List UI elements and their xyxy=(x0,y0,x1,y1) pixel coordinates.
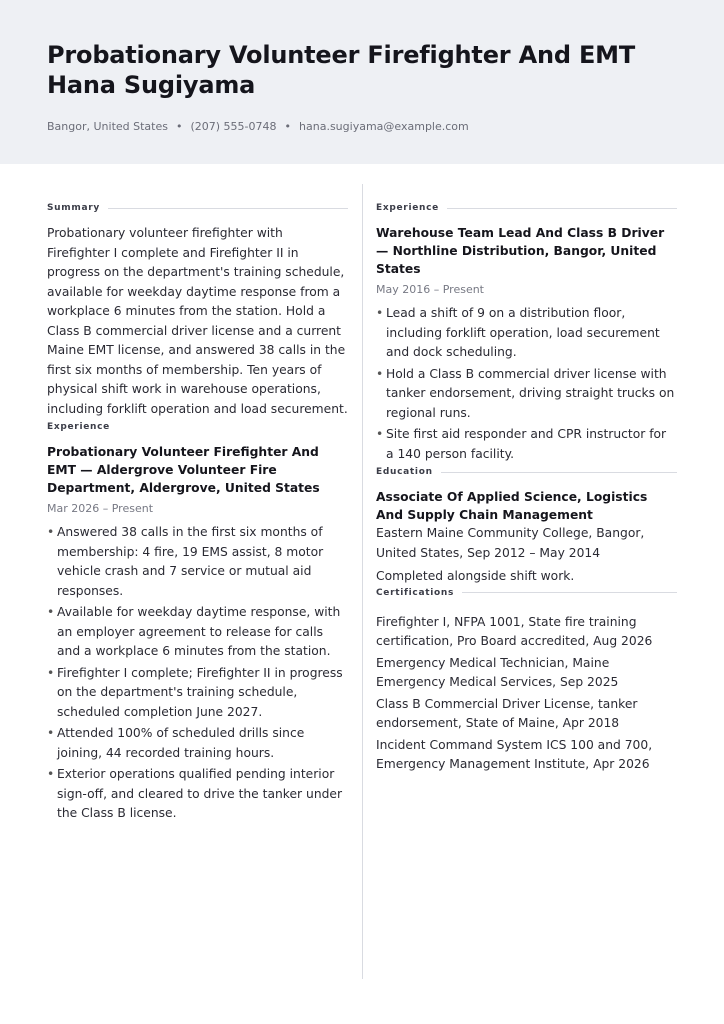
list-item: • Hold a Class B commercial driver license with tanker endorsement, driving straight trucks on regional runs. xyxy=(376,365,677,424)
contact-line xyxy=(47,120,677,133)
list-item: Firefighter I, NFPA 1001, State fire training certification, Pro Board accredited, Aug 2026 xyxy=(376,614,653,648)
list-item: • Exterior operations qualified pending interior sign-off, and cleared to drive the tanker under the Class B license. xyxy=(47,765,348,824)
job-bullets xyxy=(376,304,677,464)
school-line: Eastern Maine Community College, Bangor, United States, Sep 2012 – May 2014 xyxy=(376,526,645,560)
column-divider xyxy=(362,184,363,979)
list-item: • Firefighter I complete; Firefighter II in progress on the department's training schedule, scheduled completion June 2027. xyxy=(47,664,348,723)
list-item: • Site first aid responder and CPR instructor for a 140 person facility. xyxy=(376,425,677,464)
right-column xyxy=(376,202,677,777)
section-rule xyxy=(462,592,677,593)
contact-email: hana.sugiyama@example.com xyxy=(299,120,469,133)
experience-section-heading xyxy=(47,421,348,433)
contact-separator: • xyxy=(284,120,292,133)
contact-phone: (207) 555-0748 xyxy=(190,120,277,133)
experience-section-heading xyxy=(376,202,677,214)
list-item: • Answered 38 calls in the first six months of membership: 4 fire, 19 EMS assist, 8 motor vehicle crash and 7 service or mutual aid responses. xyxy=(47,523,348,601)
section-rule xyxy=(108,208,348,209)
summary-section-heading xyxy=(47,202,348,214)
experience-heading-label: Experience xyxy=(376,203,439,213)
education-heading-label: Education xyxy=(376,467,433,477)
list-item: • Attended 100% of scheduled drills since joining, 44 recorded training hours. xyxy=(47,724,348,763)
summary-text: Probationary volunteer firefighter with Firefighter I complete and Firefighter II in progress on the department's training schedule, available for weekday daytime response from a workplace 6 minutes from the station. Hold a Class B commercial driver license and a current Maine EMT license, and answered 38 calls in the first six months of membership. Ten years of physical shift work in warehouse operations, including forklift operation and load securement. xyxy=(47,226,348,416)
certifications-list xyxy=(376,613,677,775)
contact-location: Bangor, United States xyxy=(47,120,168,133)
list-item: Class B Commercial Driver License, tanker endorsement, State of Maine, Apr 2018 xyxy=(376,696,638,730)
job-title: Probationary Volunteer Firefighter And EMT — Aldergrove Volunteer Fire Department, Aldergrove, United States xyxy=(47,445,320,495)
list-item: Emergency Medical Technician, Maine Emergency Medical Services, Sep 2025 xyxy=(376,655,619,689)
resume-title xyxy=(47,40,677,100)
experience-heading-label: Experience xyxy=(47,422,110,432)
summary-heading-label: Summary xyxy=(47,203,100,213)
left-column xyxy=(47,202,348,826)
job-title: Warehouse Team Lead And Class B Driver — Northline Distribution, Bangor, United States xyxy=(376,226,665,276)
list-item: Incident Command System ICS 100 and 700, Emergency Management Institute, Apr 2026 xyxy=(376,737,653,771)
certifications-section-heading xyxy=(376,587,677,599)
section-rule xyxy=(447,208,677,209)
list-item: • Available for weekday daytime response, with an employer agreement to release for calls and a workplace 6 minutes from the station. xyxy=(47,603,348,662)
education-section-heading xyxy=(376,466,677,478)
section-rule xyxy=(441,472,677,473)
job-bullets xyxy=(47,523,348,824)
job-title-heading: Probationary Volunteer Firefighter And EMT xyxy=(47,41,636,69)
education-note: Completed alongside shift work. xyxy=(376,569,575,583)
job-dates: May 2016 – Present xyxy=(376,283,484,296)
contact-separator: • xyxy=(175,120,183,133)
list-item: • Lead a shift of 9 on a distribution floor, including forklift operation, load securement and dock scheduling. xyxy=(376,304,677,363)
candidate-name: Hana Sugiyama xyxy=(47,71,256,99)
resume-header xyxy=(0,0,724,164)
job-dates: Mar 2026 – Present xyxy=(47,502,154,515)
resume-body xyxy=(0,164,724,1024)
degree-title: Associate Of Applied Science, Logistics And Supply Chain Management xyxy=(376,490,648,522)
certifications-heading-label: Certifications xyxy=(376,587,455,598)
